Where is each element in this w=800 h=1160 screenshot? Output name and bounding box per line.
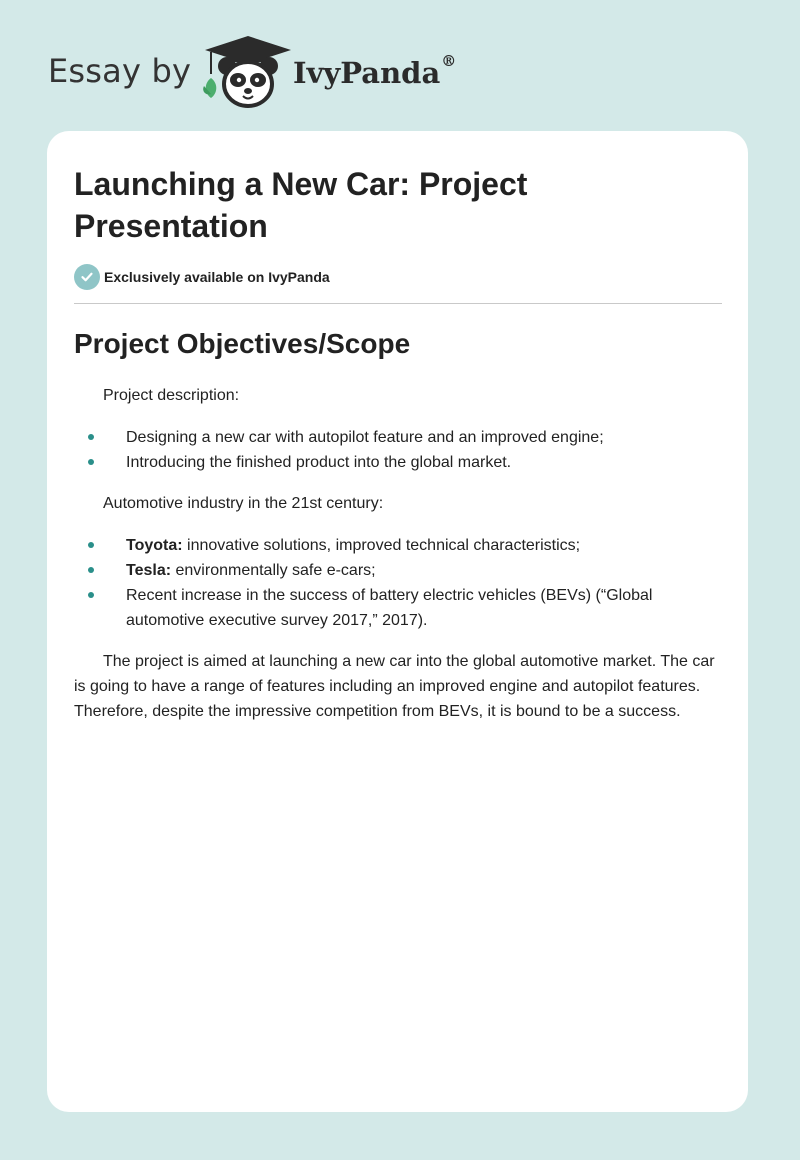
list-item-bold: Toyota: [126, 537, 183, 554]
essay-body [74, 383, 722, 724]
paragraph-automotive-industry: Automotive industry in the 21st century: [103, 495, 384, 512]
bullet-icon [88, 434, 94, 440]
page-title: Launching a New Car: Project Presentation [74, 166, 528, 244]
bullet-icon [88, 459, 94, 465]
list-item-text: Designing a new car with autopilot feature and an improved engine; [126, 429, 604, 446]
paragraph-project-description: Project description: [103, 387, 240, 404]
list-item-text: Introducing the finished product into the global market. [126, 454, 512, 471]
bullet-icon [88, 567, 94, 573]
list-item-text: innovative solutions, improved technical characteristics; [182, 537, 581, 554]
list-item-text: Recent increase in the success of battery electric vehicles (BEVs) (“Global automotive executive survey 2017,” 2017). [126, 587, 653, 629]
bullet-icon [88, 592, 94, 598]
title-divider [74, 303, 722, 304]
brand-name[interactable] [293, 52, 457, 90]
section-heading: Project Objectives/Scope [74, 328, 411, 359]
list-automotive-industry [74, 533, 722, 633]
check-icon [74, 264, 100, 290]
list-item [74, 425, 722, 450]
essay-card [47, 131, 748, 1112]
list-item [74, 450, 722, 475]
panda-logo-icon[interactable] [203, 34, 293, 110]
essay-by-label: Essay by [48, 52, 192, 90]
list-item [74, 533, 722, 558]
registered-mark: ® [441, 52, 457, 70]
site-header [48, 34, 548, 110]
exclusive-badge-text: Exclusively available on IvyPanda [104, 269, 330, 285]
list-item [74, 583, 722, 633]
brand-name-text: IvyPanda [293, 56, 441, 90]
list-item-text: environmentally safe e-cars; [171, 562, 376, 579]
exclusive-badge [74, 264, 330, 290]
paragraph-summary: The project is aimed at launching a new car into the global automotive market. The car is going to have a range of features including an improved engine and autopilot features. Therefore, despite the impressive competition from BEVs, it is bound to be a success. [74, 653, 715, 720]
bullet-icon [88, 542, 94, 548]
list-item [74, 558, 722, 583]
list-project-description [74, 425, 722, 475]
list-item-bold: Tesla: [126, 562, 172, 579]
